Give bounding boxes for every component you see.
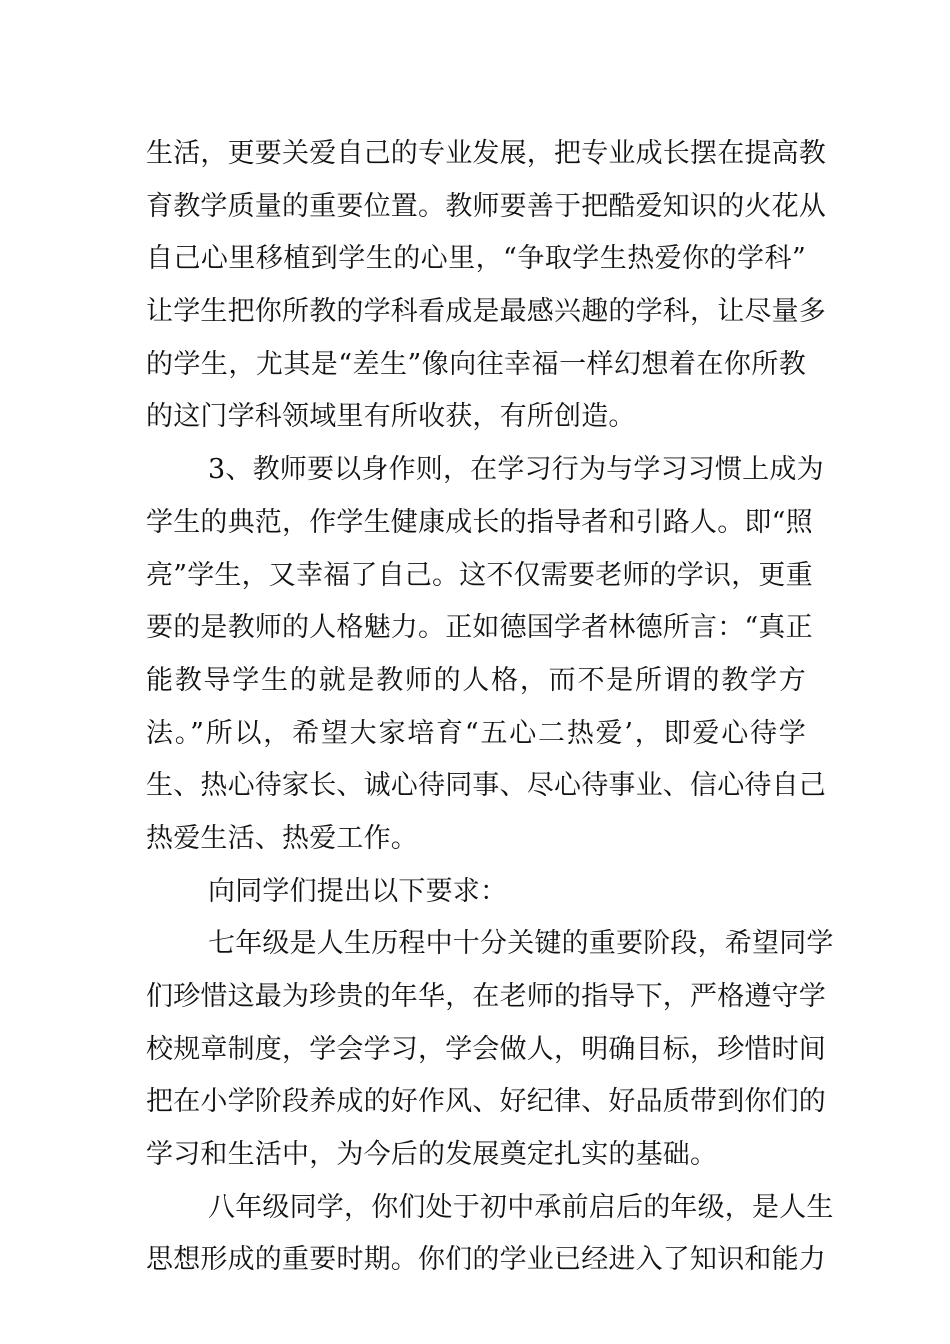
text-line: 能教导学生的就是教师的人格，而不是所谓的教学方 [146, 664, 806, 696]
text-line: 让学生把你所教的学科看成是最感兴趣的学科，让尽量多 [146, 296, 826, 328]
text-line: 思想形成的重要时期。你们的学业已经进入了知识和能力 [146, 1244, 826, 1276]
text-line: 生、热心待家长、诚心待同事、尽心待事业、信心待自己 [146, 770, 826, 802]
text-line: 热爱生活、热爱工作。 [146, 822, 418, 854]
text-line: 把在小学阶段养成的好作风、好纪律、好品质带到你们的 [146, 1086, 826, 1118]
paragraph-start-line: 七年级是人生历程中十分关键的重要阶段，希望同学 [208, 928, 834, 960]
text-line: 育教学质量的重要位置。教师要善于把酷爱知识的火花从 [146, 190, 826, 222]
text-line: 学生的典范，作学生健康成长的指导者和引路人。即“照 [146, 506, 813, 538]
text-line: 的学生，尤其是“差生”像向往幸福一样幻想着在你所教 [146, 348, 806, 380]
text-line: 生活，更要关爱自己的专业发展，把专业成长摆在提高教 [146, 138, 826, 169]
text-line: 亮”学生，又幸福了自己。这不仅需要老师的学识，更重 [146, 559, 813, 591]
paragraph-start-line: 3、教师要以身作则，在学习行为与学习习惯上成为 [208, 454, 824, 486]
text-line: 校规章制度，学会学习，学会做人，明确目标，珍惜时间 [146, 1033, 826, 1065]
text-line: 们珍惜这最为珍贵的年华，在老师的指导下，严格遵守学 [146, 981, 826, 1012]
text-line: 学习和生活中，为今后的发展奠定扎实的基础。 [146, 1139, 718, 1171]
paragraph-start-line: 向同学们提出以下要求： [208, 875, 508, 907]
document-body [146, 128, 834, 1287]
text-line: 法。”所以，希望大家培育“五心二热爱’，即爱心待学 [146, 717, 806, 749]
text-line: 自己心里移植到学生的心里，“争取学生热爱你的学科” [146, 243, 806, 275]
text-line: 的这门学科领域里有所收获，有所创造。 [146, 401, 636, 433]
text-line: 要的是教师的人格魅力。正如德国学者林德所言：“真正 [146, 612, 813, 644]
paragraph-start-line: 八年级同学，你们处于初中承前启后的年级，是人生 [208, 1191, 834, 1223]
